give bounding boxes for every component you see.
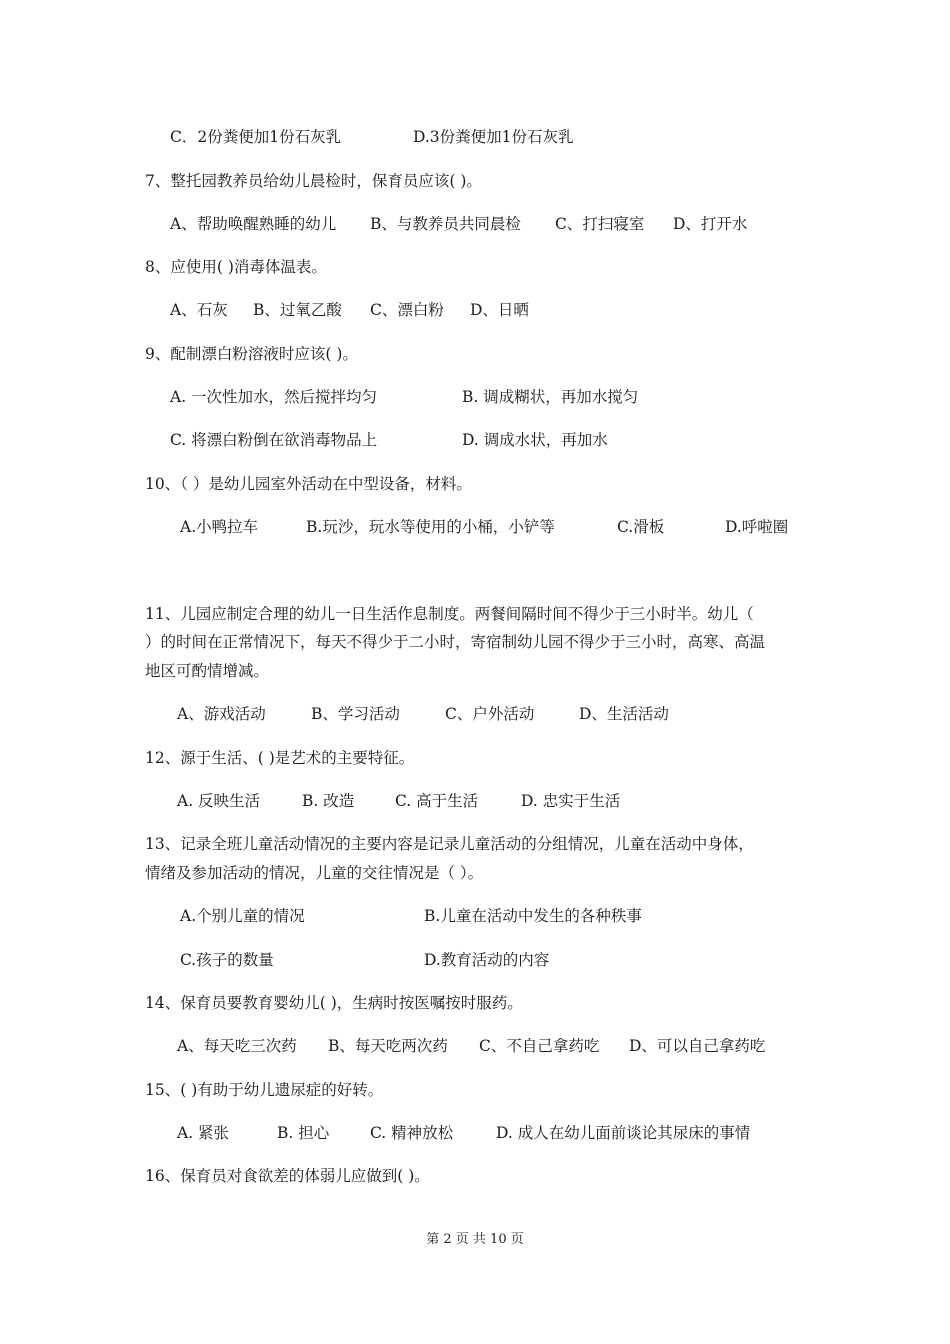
q11-stem-line3: 地区可酌情增减。	[145, 662, 270, 680]
q12-option-a: A. 反映生活	[177, 792, 261, 810]
q9-option-b: B. 调成糊状，再加水搅匀	[462, 388, 639, 406]
q11-option-b: B、学习活动	[311, 705, 400, 723]
q11-option-c: C、户外活动	[445, 705, 535, 723]
q15-stem: 15、( )有助于幼儿遗尿症的好转。	[145, 1081, 384, 1099]
q12-option-b: B. 改造	[302, 792, 355, 810]
q9-option-d: D. 调成水状，再加水	[462, 431, 608, 449]
q13-stem-line2: 情绪及参加活动的情况，儿童的交往情况是（ ）。	[145, 864, 484, 882]
q14-stem: 14、保育员要教育婴幼儿( )，生病时按医嘱按时服药。	[145, 994, 523, 1012]
q9-stem: 9、配制漂白粉溶液时应该( )。	[145, 345, 358, 363]
q6-option-c: C．2份粪便加1份石灰乳	[170, 128, 342, 146]
q11-stem-line1: 11、儿园应制定合理的幼儿一日生活作息制度。两餐间隔时间不得少于三小时半。幼儿（	[145, 605, 754, 623]
q12-option-c: C. 高于生活	[395, 792, 479, 810]
q12-option-d: D. 忠实于生活	[521, 792, 621, 810]
q15-option-c: C. 精神放松	[370, 1124, 454, 1142]
q15-option-b: B. 担心	[277, 1124, 330, 1142]
q14-option-a: A、每天吃三次药	[177, 1037, 297, 1055]
page-footer: 第 2 页 共 10 页	[426, 1232, 524, 1247]
q15-option-d: D. 成人在幼儿面前谈论其尿床的事情	[496, 1124, 751, 1142]
q14-option-b: B、每天吃两次药	[328, 1037, 448, 1055]
q12-stem: 12、源于生活、( )是艺术的主要特征。	[145, 749, 415, 767]
q10-option-d: D.呼啦圈	[725, 518, 789, 536]
q14-option-c: C、不自己拿药吃	[479, 1037, 600, 1055]
q8-option-d: D、日晒	[470, 301, 529, 319]
q13-option-a: A.个别儿童的情况	[180, 907, 305, 925]
q11-stem-line2: ）的时间在正常情况下，每天不得少于二小时，寄宿制幼儿园不得少于三小时，高寒、高温	[145, 633, 766, 651]
q7-option-a: A、帮助唤醒熟睡的幼儿	[170, 215, 337, 233]
q14-option-d: D、可以自己拿药吃	[629, 1037, 766, 1055]
q11-option-d: D、生活活动	[579, 705, 669, 723]
q7-stem: 7、整托园教养员给幼儿晨检时，保育员应该( )。	[145, 172, 482, 190]
q8-option-c: C、漂白粉	[370, 301, 444, 319]
q10-option-b: B.玩沙，玩水等使用的小桶，小铲等	[306, 518, 555, 536]
q13-option-d: D.教育活动的内容	[424, 951, 550, 969]
q13-option-b: B.儿童在活动中发生的各种秩事	[424, 907, 642, 925]
q13-option-c: C.孩子的数量	[180, 951, 274, 969]
q6-option-d: D.3份粪便加1份石灰乳	[413, 128, 574, 146]
q16-stem: 16、保育员对食欲差的体弱儿应做到( )。	[145, 1167, 430, 1185]
q15-option-a: A. 紧张	[177, 1124, 230, 1142]
q11-option-a: A、游戏活动	[177, 705, 266, 723]
q8-option-a: A、石灰	[170, 301, 228, 319]
q10-option-a: A.小鸭拉车	[180, 518, 259, 536]
q7-option-c: C、打扫寝室	[555, 215, 645, 233]
q10-stem: 10、（ ）是幼儿园室外活动在中型设备，材料。	[145, 475, 472, 493]
q13-stem-line1: 13、记录全班儿童活动情况的主要内容是记录儿童活动的分组情况，儿童在活动中身体，	[145, 835, 754, 853]
q10-option-c: C.滑板	[617, 518, 665, 536]
q7-option-d: D、打开水	[673, 215, 748, 233]
q9-option-a: A. 一次性加水，然后搅拌均匀	[170, 388, 378, 406]
q9-option-c: C. 将漂白粉倒在欲消毒物品上	[170, 431, 378, 449]
q8-stem: 8、应使用( )消毒体温表。	[145, 258, 327, 276]
q7-option-b: B、与教养员共同晨检	[370, 215, 521, 233]
q8-option-b: B、过氧乙酸	[253, 301, 342, 319]
